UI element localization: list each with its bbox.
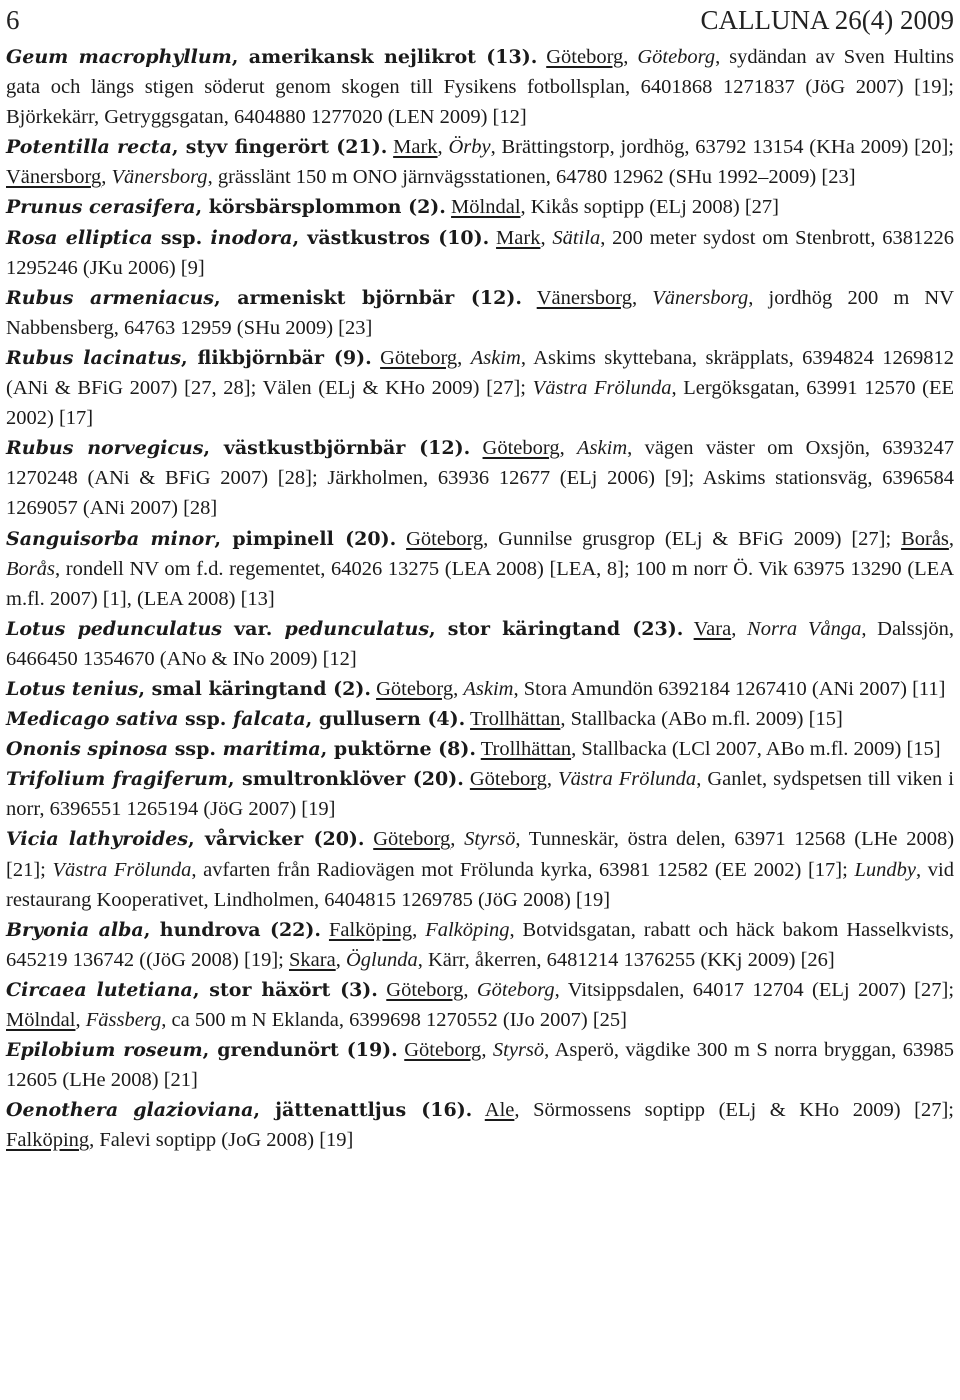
entry-text: , jordhög 200 m NV Nabbensberg, 64763 12959 (SHu 2009) [23] [6,286,955,339]
entry-text: , vid restaurang Kooperativet, Lindholmen, 6404815 1269785 (JöG 2008) [19] [6,858,954,911]
species-heading [6,227,489,249]
species-entry [6,42,954,132]
entry-text [372,347,380,369]
entry-text: , Stallbacka (ABo m.fl. 2009) [15] [560,708,843,731]
entry-text: , Kärr, åkerren, 6481214 1376255 (KKj 2009) [26] [417,948,835,971]
subspecies-name: falcata [232,708,306,731]
entry-text: , Stora Amundön 6392184 1267410 (ANi 2007) [11] [513,677,946,700]
scientific-name: Oenothera glazioviana [6,1099,254,1122]
entry-text: , [731,617,748,640]
entry-text: , 200 meter sydost om Stenbrott, 6381226 1295246 (JKu 2006) [9] [6,226,954,279]
common-name: , jättenattljus (16). [253,1099,473,1122]
page-header [6,0,954,40]
entry-text: , [559,437,578,460]
scientific-name: Rubus armeniacus [6,286,214,309]
entry-text: , [623,46,638,68]
municipality-name: Skara [289,948,336,971]
common-name: , stor käringtand (23). [429,617,684,640]
municipality-name: Göteborg [406,527,484,550]
scientific-name: Lotus tenius [6,677,139,700]
species-entry [6,915,954,975]
page-number: 6 [6,5,20,35]
entry-text: , Lergöksgatan, 63991 12570 (EE 2002) [17] [6,377,954,430]
species-heading [6,437,470,459]
entry-text: , [101,166,112,189]
scientific-name: Sanguisorba minor [6,527,215,550]
entry-text: , Stallbacka (LCl 2007, ABo m.fl. 2009) [15] [571,738,941,761]
entry-text [472,1099,484,1121]
parish-name: Askim [463,677,514,700]
species-entry [6,734,954,764]
entry-text [365,828,374,850]
common-name: , pimpinell (20). [214,527,397,550]
species-entry [6,1035,954,1095]
parish-name: Styrsö [492,1039,545,1062]
entry-text: , [948,527,955,550]
municipality-name: Vänersborg [6,166,102,189]
common-name: , styv fingerört (21). [171,136,388,159]
municipality-name: Göteborg [482,437,560,460]
species-heading [6,919,321,941]
species-entry [6,674,954,704]
scientific-name: Rubus lacinatus [6,346,182,369]
species-list [6,42,954,1155]
parish-name: Västra Frölunda [558,768,697,791]
common-name: , västkustros (10). [292,226,490,249]
entry-text: , Gunnilse grusgrop (ELj & BFiG 2009) [27]; [483,527,902,550]
parish-name: Västra Frölunda [532,377,672,400]
scientific-name: Rosa elliptica [6,226,153,249]
scientific-name: Bryonia alba [6,918,144,941]
common-name: , armeniskt björnbär (12). [213,286,522,309]
entry-text [396,528,406,550]
species-entry [6,223,954,283]
municipality-name: Falköping [6,1129,90,1152]
municipality-name: Falköping [328,918,413,941]
parish-name: Västra Frölunda [52,858,192,881]
species-heading [6,678,371,700]
parish-name: Örby [448,136,491,159]
species-entry [6,343,954,433]
entry-text: , Tunneskär, östra delen, 63971 12568 (LHe 2008) [21]; [6,828,955,881]
scientific-name: Rubus norvegicus [6,437,204,460]
common-name: ssp. [152,226,211,249]
subspecies-name: maritima [222,738,321,761]
species-entry [6,524,954,614]
species-heading [6,287,522,309]
parish-name: Vänersborg [111,166,208,189]
entry-text: , sydändan av Sven Hultins gata och längs stigen söderut genom skogen till Fysikens fotbollsplan, 6401868 1271837 (JöG 2007) [19]; Björkekärr, Getryggsgatan, 6404880 1277020 (LEN 2009) [12] [6,46,954,129]
municipality-name: Mölndal [6,1009,76,1031]
municipality-name: Mark [496,226,541,249]
municipality-name: Göteborg [386,978,464,1001]
entry-text: , Sörmossens soptipp (ELj & KHo 2009) [27]; [514,1099,954,1122]
species-heading [6,738,476,760]
common-name: , gullusern (4). [305,708,466,731]
parish-name: Lundby [854,858,916,881]
entry-text: , [457,346,471,369]
species-heading [6,528,396,550]
municipality-name: Mölndal [451,196,521,219]
species-entry [6,975,954,1035]
common-name: , körsbärsplommon (2). [195,196,446,219]
scientific-name: Trifolium fragiferum [6,768,228,791]
parish-name: Fässberg [85,1009,162,1031]
municipality-name: Göteborg [404,1039,482,1062]
common-name: , amerikansk nejlikrot (13). [231,46,538,68]
common-name: , flikbjörnbär (9). [181,346,372,369]
parish-name: Göteborg [637,46,716,68]
entry-text: , [450,828,465,851]
common-name: , puktörne (8). [320,738,476,761]
parish-name: Falköping [425,918,510,941]
entry-text: , Ganlet, sydspetsen till viken i norr, 6396551 1265194 (JöG 2007) [19] [6,768,954,821]
species-heading [6,708,465,730]
parish-name: Norra Vånga [747,617,862,640]
scientific-name: Geum macrophyllum [6,46,232,68]
entry-text: , Asperö, vägdike 300 m S norra bryggan, 63985 12605 (LHe 2008) [21] [6,1039,954,1092]
municipality-name: Mark [393,136,438,159]
entry-text: , vägen väster om Oxsjön, 6393247 1270248 (ANi & BFiG 2007) [28]; Järkholmen, 63936 12677 (ELj 2006) [9]; Askims stationsväg, 6396584 1269057 (ANi 2007) [28] [6,437,955,520]
parish-name: Öglunda [345,948,418,971]
common-name: , hundrova (22). [143,918,321,941]
common-name: , grendunört (19). [202,1039,398,1062]
subspecies-name: inodora [210,226,293,249]
entry-text: , Falevi soptipp (JoG 2008) [19] [89,1129,354,1152]
entry-text: , [453,677,464,700]
entry-text: , [631,286,653,309]
species-heading [6,46,537,68]
species-entry [6,824,954,914]
entry-text: , rondell NV om f.d. regementet, 64026 13275 (LEA 2008) [LEA, 8]; 100 m norr Ö. Vik 63975 13290 (LEA m.fl. 2007) [1], (LEA 2008) [13] [6,557,954,610]
entry-text [522,287,537,309]
common-name: var. [221,617,285,640]
entry-text [321,919,329,941]
municipality-name: Trollhättan [470,708,561,731]
parish-name: Askim [470,346,521,369]
common-name: , smultronklöver (20). [227,768,464,791]
common-name: , stor häxört (3). [192,978,378,1001]
species-heading [6,136,387,158]
species-entry [6,132,954,192]
entry-text: , ca 500 m N Eklanda, 6399698 1270552 (IJo 2007) [25] [161,1009,627,1031]
municipality-name: Trollhättan [480,738,572,761]
scientific-name: Medicago sativa [6,708,179,731]
parish-name: Göteborg [476,978,555,1001]
entry-text [537,46,546,68]
species-entry [6,704,954,734]
entry-text: , [481,1039,493,1062]
entry-text: , [437,136,449,159]
entry-text: , Dalssjön, 6466450 1354670 (ANo & INo 2009) [12] [6,617,955,670]
municipality-name: Göteborg [373,828,451,851]
entry-text: , [463,978,477,1001]
parish-name: Vänersborg [652,286,749,309]
entry-text: , Brättingstorp, jordhög, 63792 13154 (KHa 2009) [20]; [490,136,955,159]
municipality-name: Göteborg [380,346,458,369]
species-heading [6,1099,472,1121]
species-heading [6,768,464,790]
entry-text: , Kikås soptipp (ELj 2008) [27] [520,196,780,219]
municipality-name: Göteborg [469,768,547,791]
species-heading [6,828,365,850]
scientific-name: Lotus pedunculatus [6,617,222,640]
journal-title: CALLUNA 26(4) 2009 [700,5,954,35]
scientific-name: Ononis spinosa [6,738,169,761]
species-heading [6,196,446,218]
species-entry [6,614,954,674]
entry-text: , [546,768,559,791]
entry-text [470,437,482,459]
species-entry [6,764,954,824]
common-name: , västkustbjörnbär (12). [203,437,471,460]
entry-text: , grässlänt 150 m ONO järnvägsstationen, 64780 12962 (SHu 1992–2009) [23] [207,166,856,189]
entry-text: , [335,948,346,971]
entry-text: , [412,918,426,941]
common-name: ssp. [168,738,223,761]
scientific-name: Prunus cerasifera [6,196,196,219]
entry-text: , [540,226,553,249]
species-heading [6,1039,398,1061]
entry-text [683,618,693,640]
entry-text: , [75,1009,86,1031]
species-entry [6,192,954,222]
species-heading [6,979,378,1001]
species-entry [6,433,954,523]
common-name: ssp. [178,708,233,731]
species-entry [6,1095,954,1155]
species-heading [6,618,683,640]
municipality-name: Vänersborg [536,286,632,309]
parish-name: Sätila [552,226,601,249]
municipality-name: Ale [484,1099,515,1122]
municipality-name: Göteborg [546,46,624,68]
parish-name: Borås [6,557,55,580]
species-heading [6,347,372,369]
parish-name: Styrsö [464,828,516,851]
common-name: , smal käringtand (2). [138,677,371,700]
subspecies-name: pedunculatus [284,617,430,640]
scientific-name: Potentilla recta [6,136,172,159]
municipality-name: Borås [901,527,949,550]
parish-name: Askim [577,437,628,460]
scientific-name: Circaea lutetiana [6,978,193,1001]
scientific-name: Epilobium roseum [6,1039,203,1062]
entry-text: , Botvidsgatan, rabatt och häck bakom Hasselkvists, 645219 136742 ((JöG 2008) [19]; [6,918,954,971]
species-entry [6,283,954,343]
scientific-name: Vicia lathyroides [6,828,189,851]
municipality-name: Vara [693,617,732,640]
entry-text: , avfarten från Radiovägen mot Frölunda kyrka, 63981 12582 (EE 2002) [17]; [191,858,855,881]
common-name: , vårvicker (20). [188,828,365,851]
entry-text: , Vitsippsdalen, 64017 12704 (ELj 2007) [27]; [554,978,955,1001]
entry-text: , Askims skyttebana, skräpplats, 6394824 1269812 (ANi & BFiG 2007) [27, 28]; Välen (ELj & KHo 2009) [27]; [6,346,955,400]
municipality-name: Göteborg [376,677,454,700]
